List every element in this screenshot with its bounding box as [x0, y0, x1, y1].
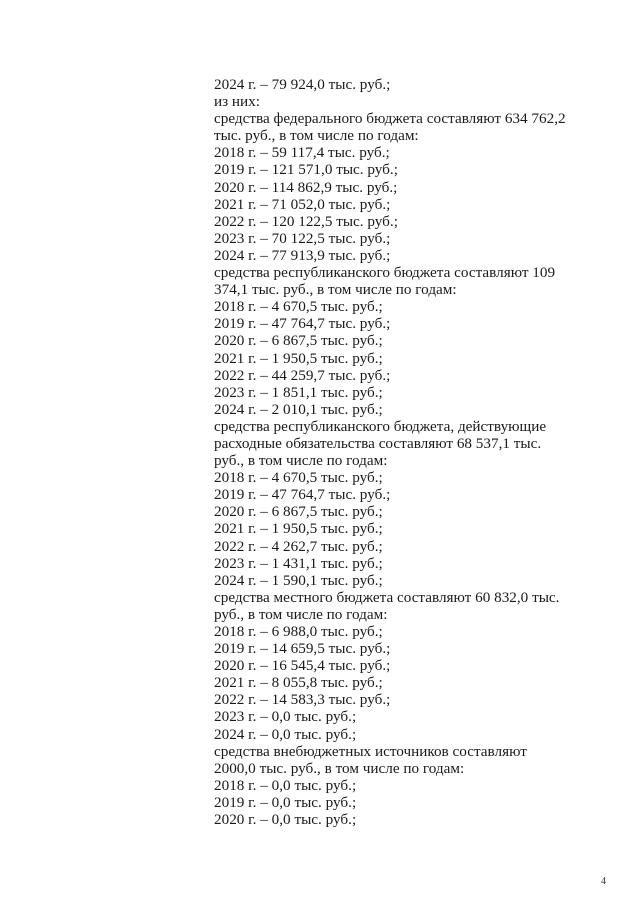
text-line: 2019 г. – 14 659,5 тыс. руб.;	[214, 640, 391, 658]
text-line: средства федерального бюджета составляют 634 762,2	[214, 110, 566, 128]
text-line: 2024 г. – 1 590,1 тыс. руб.;	[214, 571, 383, 589]
text-line: 2022 г. – 14 583,3 тыс. руб.;	[214, 691, 391, 709]
text-line: 2019 г. – 0,0 тыс. руб.;	[214, 793, 357, 811]
text-line: 2023 г. – 70 122,5 тыс. руб.;	[214, 229, 391, 247]
text-line: 2018 г. – 4 670,5 тыс. руб.;	[214, 298, 383, 316]
text-line: 2018 г. – 4 670,5 тыс. руб.;	[214, 469, 383, 487]
text-line: 2000,0 тыс. руб., в том числе по годам:	[214, 759, 465, 777]
text-line: 2019 г. – 47 764,7 тыс. руб.;	[214, 486, 391, 504]
document-body	[214, 76, 604, 828]
text-line: руб., в том числе по годам:	[214, 605, 388, 623]
text-line: 2023 г. – 1 431,1 тыс. руб.;	[214, 554, 383, 572]
text-line: средства республиканского бюджета, действующие	[214, 417, 547, 435]
text-line: 2024 г. – 2 010,1 тыс. руб.;	[214, 400, 383, 418]
text-line: 2021 г. – 8 055,8 тыс. руб.;	[214, 674, 383, 692]
text-line: 374,1 тыс. руб., в том числе по годам:	[214, 281, 457, 299]
text-line: 2020 г. – 114 862,9 тыс. руб.;	[214, 178, 398, 196]
text-line: 2024 г. – 79 924,0 тыс. руб.;	[214, 76, 391, 93]
text-line: 2022 г. – 4 262,7 тыс. руб.;	[214, 537, 383, 555]
text-line: 2020 г. – 6 867,5 тыс. руб.;	[214, 332, 383, 350]
text-line: средства республиканского бюджета составляют 109	[214, 264, 556, 282]
text-line: 2018 г. – 6 988,0 тыс. руб.;	[214, 623, 383, 640]
text-line: 2019 г. – 121 571,0 тыс. руб.;	[214, 161, 398, 179]
page-number: 4	[601, 876, 606, 887]
text-line: руб., в том числе по годам:	[214, 452, 388, 470]
text-line: средства местного бюджета составляют 60 832,0 тыс.	[214, 588, 560, 606]
text-line: 2018 г. – 0,0 тыс. руб.;	[214, 776, 357, 794]
text-line: 2021 г. – 71 052,0 тыс. руб.;	[214, 195, 391, 213]
text-line: 2020 г. – 6 867,5 тыс. руб.;	[214, 503, 383, 521]
text-line: 2021 г. – 1 950,5 тыс. руб.;	[214, 349, 383, 367]
text-line: 2022 г. – 44 259,7 тыс. руб.;	[214, 366, 391, 384]
text-line: 2023 г. – 1 851,1 тыс. руб.;	[214, 383, 383, 401]
text-line: из них:	[214, 93, 260, 111]
text-line: 2018 г. – 59 117,4 тыс. руб.;	[214, 144, 390, 162]
text-line: 2019 г. – 47 764,7 тыс. руб.;	[214, 315, 391, 333]
text-line: 2021 г. – 1 950,5 тыс. руб.;	[214, 520, 383, 538]
text-line: 2020 г. – 0,0 тыс. руб.;	[214, 811, 357, 829]
text-line: 2022 г. – 120 122,5 тыс. руб.;	[214, 212, 398, 230]
text-line: 2024 г. – 77 913,9 тыс. руб.;	[214, 246, 391, 264]
text-line: расходные обязательства составляют 68 537,1 тыс.	[214, 434, 542, 452]
text-line: 2023 г. – 0,0 тыс. руб.;	[214, 708, 357, 726]
text-line: 2020 г. – 16 545,4 тыс. руб.;	[214, 657, 391, 675]
text-line: тыс. руб., в том числе по годам:	[214, 127, 419, 145]
text-line: средства внебюджетных источников составляют	[214, 742, 527, 760]
text-line: 2024 г. – 0,0 тыс. руб.;	[214, 725, 357, 743]
